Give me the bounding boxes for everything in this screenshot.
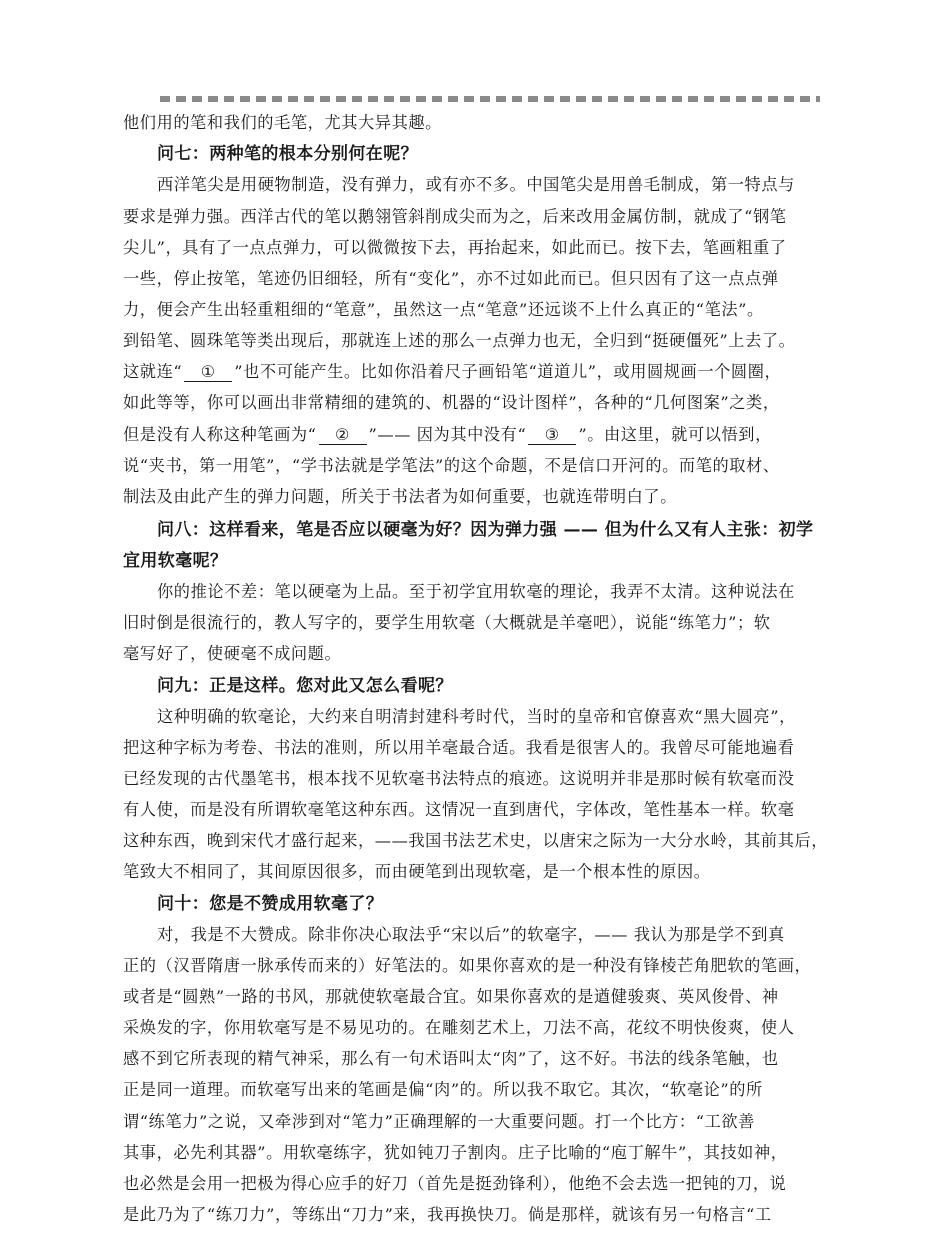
text-line: 西洋笔尖是用硬物制造，没有弹力，或有亦不多。中国笔尖是用兽毛制成，第一特点与: [157, 175, 795, 195]
answer-blank-1[interactable]: ①: [184, 363, 232, 382]
question-heading: 宜用软毫呢？: [123, 550, 228, 571]
text-line: 说“夹书，第一用笔”，“学书法就是学笔法”的这个命题，不是信口开河的。而笔的取材、: [123, 455, 780, 475]
text-line: 采焕发的字，你用软毫写是不易见功的。在雕刻艺术上，刀法不高，花纹不明快俊爽，使人: [123, 1018, 795, 1038]
question-heading: 问九：正是这样。您对此又怎么看呢？: [157, 675, 453, 696]
text-segment: ”。由这里，就可以悟到，: [578, 424, 772, 444]
text-line: 也必然是会用一把极为得心应手的好刀（首先是挺劲锋利），他绝不会去选一把钝的刀，说: [123, 1173, 787, 1193]
text-segment: 但是没有人称这种笔画为“: [123, 424, 317, 444]
text-line: 要求是弹力强。西洋古代的笔以鹅翎管斜削成尖而为之，后来改用金属仿制，就成了“钢笔: [123, 206, 787, 226]
text-line: 已经发现的古代墨笔书，根本找不见软毫书法特点的痕迹。这说明并非是那时候有软毫而没: [123, 768, 795, 788]
text-line: 感不到它所表现的精气神采，那么有一句术语叫太“肉”了，这不好。书法的线条笔触，也: [123, 1049, 779, 1069]
text-segment: ”也不可能产生。比如你沿着尺子画铅笔“道道儿”，或用圆规画一个圆圈，: [234, 362, 782, 382]
text-line: 正的（汉晋隋唐一脉承传而来的）好笔法的。如果你喜欢的是一种没有锋棱芒角肥软的笔画，: [123, 955, 812, 975]
text-line: 尖儿”，具有了一点点弹力，可以微微按下去，再抬起来，如此而已。按下去，笔画粗重了: [123, 237, 787, 257]
answer-blank-3[interactable]: ③: [528, 426, 576, 445]
text-line-with-blanks: [123, 424, 772, 446]
text-line: 毫写好了，使硬毫不成问题。: [123, 644, 342, 664]
text-segment: 这就连“: [123, 362, 183, 382]
text-segment: ”—— 因为其中没有“: [368, 424, 527, 444]
text-line: 力，便会产生出轻重粗细的“笔意”，虽然这一点“笔意”还远谈不上什么真正的“笔法”。: [123, 300, 764, 319]
text-line: 或者是“圆熟”一路的书风，那就使软毫最合宜。如果你喜欢的是遒健骏爽、英风俊骨、神: [123, 986, 779, 1006]
text-line: 把这种字标为考卷、书法的准则，所以用羊毫最合适。我看是很害人的。我曾尽可能地遍看: [123, 737, 795, 757]
text-line: 是此乃为了“练刀力”，等练出“刀力”来，我再换快刀。倘是那样，就该有另一句格言“工: [123, 1205, 772, 1224]
text-line: 谓“练笔力”之说，又牵涉到对“笔力”正确理解的一大重要问题。打一个比方：“工欲善: [123, 1111, 755, 1131]
text-line: 你的推论不差：笔以硬毫为上品。至于初学宜用软毫的理论，我弄不太清。这种说法在: [157, 582, 795, 602]
text-line: 制法及由此产生的弹力问题，所关于书法者为如何重要，也就连带明白了。: [123, 486, 677, 506]
cropped-previous-line: [160, 96, 820, 102]
text-line: 旧时倒是很流行的，教人写字的，要学生用软毫（大概就是羊毫吧），说能“练笔力”；软: [123, 613, 771, 633]
text-line: 如此等等，你可以画出非常精细的建筑的、机器的“设计图样”，各种的“几何图案”之类，: [123, 393, 780, 413]
text-line: 其事，必先利其器”。用软毫练字，犹如钝刀子割肉。庄子比喻的“庖丁解牛”，其技如神，: [123, 1142, 788, 1162]
question-heading: 问七：两种笔的根本分别何在呢？: [157, 144, 418, 165]
question-heading: 问八：这样看来，笔是否应以硬毫为好？因为弹力强 —— 但为什么又有人主张：初学: [157, 519, 814, 540]
text-line: 笔致大不相同了，其间原因很多，而由硬笔到出现软毫，是一个根本性的原因。: [123, 862, 711, 882]
text-line: 他们用的笔和我们的毛笔，尤其大异其趣。: [123, 113, 442, 133]
answer-blank-2[interactable]: ②: [319, 426, 367, 445]
text-line: 这种东西，晚到宋代才盛行起来，——我国书法艺术史，以唐宋之际为一大分水岭，其前其后，: [123, 831, 829, 851]
text-line: 一些，停止按笔，笔迹仍旧细轻，所有“变化”，亦不过如此而已。但只因有了这一点点弹: [123, 268, 779, 288]
text-line: 有人使，而是没有所谓软毫笔这种东西。这情况一直到唐代，字体改，笔性基本一样。软毫: [123, 800, 795, 820]
text-line-with-blank: [123, 361, 781, 383]
text-line: 到铅笔、圆珠笔等类出现后，那就连上述的那么一点弹力也无，全归到“挺硬僵死”上去了。: [123, 331, 796, 351]
text-line: 这种明确的软毫论，大约来自明清封建科考时代，当时的皇帝和官僚喜欢“黑大圆亮”，: [157, 706, 796, 726]
text-line: 对，我是不大赞成。除非你决心取法乎“宋以后”的软毫字，—— 我认为那是学不到真: [157, 924, 785, 944]
question-heading: 问十：您是不赞成用软毫了？: [157, 893, 384, 914]
text-line: 正是同一道理。而软毫写出来的笔画是偏“肉”的。所以我不取它。其次，“软毫论”的所: [123, 1080, 763, 1100]
